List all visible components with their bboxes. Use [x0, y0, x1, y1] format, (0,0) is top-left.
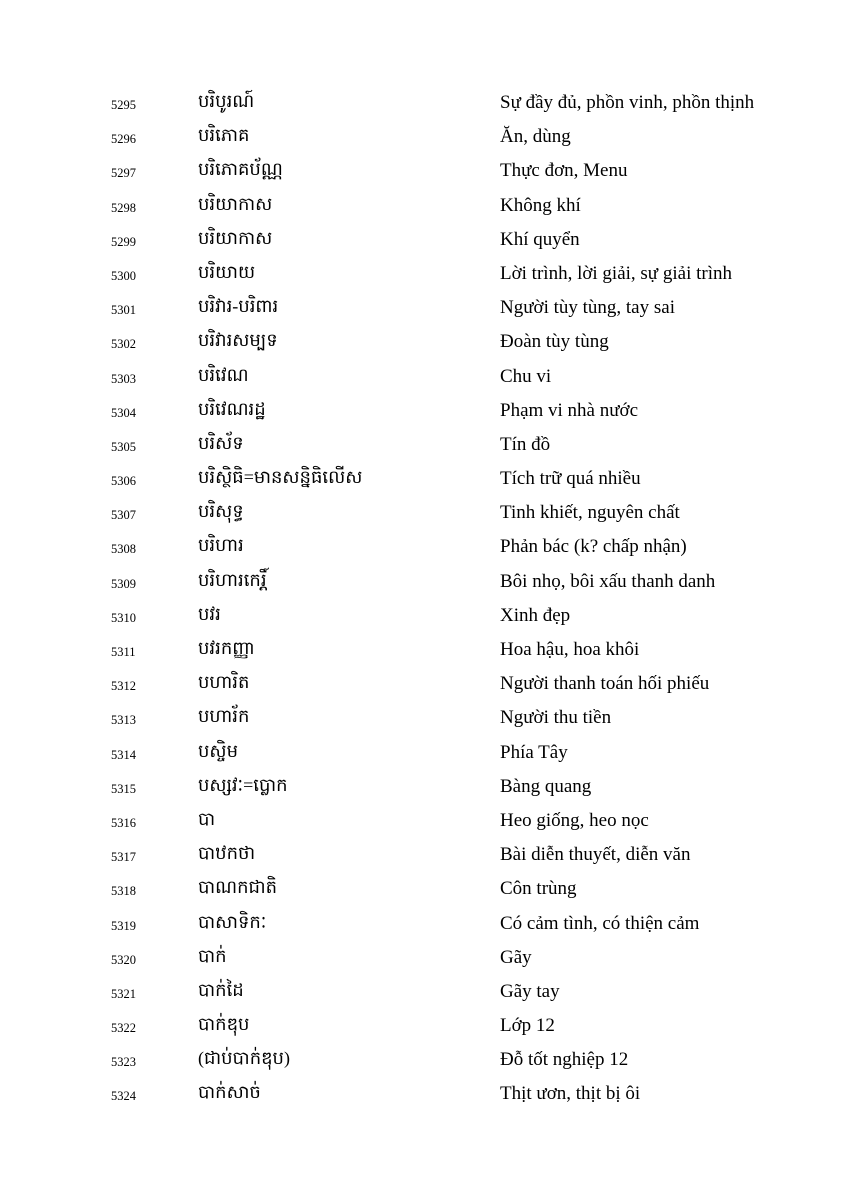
- vietnamese-translation: Phía Tây: [500, 741, 568, 763]
- entry-number: 5309: [111, 576, 136, 591]
- vietnamese-translation: Bôi nhọ, bôi xấu thanh danh: [500, 570, 716, 592]
- dictionary-entry: [0, 667, 848, 701]
- khmer-term: (ជាប់បាក់ឌុប): [198, 1048, 290, 1069]
- khmer-term: បរិវារ-បរិពារ: [198, 296, 279, 317]
- entry-number: 5307: [111, 508, 136, 523]
- dictionary-entry: [0, 120, 848, 154]
- entry-number: 5316: [111, 815, 136, 830]
- khmer-term: បរិសុទ្ធ: [198, 501, 244, 522]
- dictionary-entry: [0, 496, 848, 530]
- khmer-term: បាក់ឌុប: [198, 1014, 250, 1035]
- entry-number: 5323: [111, 1055, 136, 1070]
- entry-number: 5314: [111, 747, 136, 762]
- dictionary-entry: [0, 1043, 848, 1077]
- vietnamese-translation: Đoàn tùy tùng: [500, 331, 609, 353]
- vietnamese-translation: Người tùy tùng, tay sai: [500, 297, 675, 319]
- dictionary-entry: [0, 462, 848, 496]
- khmer-term: បរិភោគ: [198, 125, 250, 146]
- dictionary-entry: [0, 189, 848, 223]
- dictionary-entry: [0, 941, 848, 975]
- entry-number: 5317: [111, 850, 136, 865]
- entry-number: 5312: [111, 679, 136, 694]
- vietnamese-translation: Sự đầy đủ, phồn vinh, phồn thịnh: [500, 92, 755, 113]
- vietnamese-translation: Ăn, dùng: [500, 126, 571, 148]
- vietnamese-translation: Tín đồ: [500, 433, 551, 455]
- vietnamese-translation: Côn trùng: [500, 878, 577, 900]
- khmer-term: បស្ចិម: [198, 740, 238, 761]
- vietnamese-translation: Lớp 12: [500, 1015, 555, 1037]
- entry-number: 5315: [111, 781, 136, 796]
- vietnamese-translation: Tích trữ quá nhiều: [500, 468, 641, 490]
- entry-number: 5304: [111, 405, 136, 420]
- vietnamese-translation: Hoa hậu, hoa khôi: [500, 639, 640, 660]
- khmer-term: បស្សវៈ=ប្លោក: [198, 774, 288, 795]
- khmer-term: បវរកញ្ញា: [198, 638, 255, 658]
- vietnamese-translation: Xinh đẹp: [500, 604, 571, 626]
- entry-number: 5303: [111, 371, 136, 386]
- khmer-term: បរិស្ថិធិ=មានសន្និធិលើស: [198, 467, 363, 488]
- entry-number: 5318: [111, 884, 136, 899]
- entry-number: 5300: [111, 268, 136, 283]
- dictionary-entry: [0, 257, 848, 291]
- vietnamese-translation: Không khí: [500, 194, 581, 216]
- entry-number: 5306: [111, 474, 136, 489]
- dictionary-entry: [0, 599, 848, 633]
- entry-number: 5320: [111, 952, 136, 967]
- dictionary-entry: [0, 360, 848, 394]
- vietnamese-translation: Thực đơn, Menu: [500, 160, 628, 182]
- dictionary-entry: [0, 975, 848, 1009]
- vietnamese-translation: Heo giống, heo nọc: [500, 809, 649, 831]
- khmer-term: បរិវេណ: [198, 364, 249, 385]
- dictionary-entry: [0, 154, 848, 188]
- entry-number: 5313: [111, 713, 136, 728]
- khmer-term: បាក់សាច់: [198, 1082, 261, 1103]
- entry-list: [0, 86, 848, 1112]
- vietnamese-translation: Gãy tay: [500, 980, 560, 1002]
- vietnamese-translation: Người thu tiền: [500, 707, 612, 729]
- dictionary-entry: [0, 804, 848, 838]
- dictionary-entry: [0, 736, 848, 770]
- khmer-term: បា: [198, 808, 216, 829]
- khmer-term: បរិហារកេរ្តិ៍: [198, 569, 267, 590]
- khmer-term: បហារ័ក: [198, 706, 250, 727]
- khmer-term: បរិហារ: [198, 535, 244, 556]
- khmer-term: បរិបូរណ៍: [198, 91, 255, 111]
- entry-number: 5324: [111, 1089, 136, 1104]
- vietnamese-translation: Đỗ tốt nghiệp 12: [500, 1049, 629, 1071]
- vietnamese-translation: Tinh khiết, nguyên chất: [500, 502, 680, 524]
- vietnamese-translation: Bàng quang: [500, 775, 592, 797]
- vietnamese-translation: Phạm vi nhà nước: [500, 399, 639, 421]
- entry-number: 5321: [111, 986, 136, 1001]
- khmer-term: បាណកជាតិ: [198, 877, 278, 898]
- vietnamese-translation: Lời trình, lời giải, sự giải trình: [500, 262, 732, 284]
- khmer-term: បរិយាកាស: [198, 227, 273, 248]
- vietnamese-translation: Người thanh toán hối phiếu: [500, 673, 710, 695]
- entry-number: 5296: [111, 132, 136, 147]
- dictionary-entry: [0, 838, 848, 872]
- entry-number: 5295: [111, 98, 136, 112]
- entry-number: 5299: [111, 234, 136, 249]
- dictionary-entry: [0, 565, 848, 599]
- khmer-term: បាក់: [198, 945, 227, 966]
- entry-number: 5310: [111, 610, 136, 625]
- entry-number: 5308: [111, 542, 136, 557]
- khmer-term: បរិវេណរដ្ឋ: [198, 398, 266, 419]
- dictionary-entry: [0, 701, 848, 735]
- khmer-term: បរិភោគប័ណ្ណ: [198, 159, 283, 180]
- entry-number: 5297: [111, 166, 136, 181]
- khmer-term: បរិយាយ: [198, 261, 256, 282]
- entry-number: 5311: [111, 645, 136, 659]
- entry-number: 5319: [111, 918, 136, 933]
- khmer-term: បរិស័ទ: [198, 432, 244, 453]
- dictionary-entry: [0, 291, 848, 325]
- dictionary-entry: [0, 86, 848, 120]
- khmer-term: បហារិត: [198, 672, 250, 693]
- dictionary-entry: [0, 428, 848, 462]
- khmer-term: បាសាទិកៈ: [198, 911, 267, 932]
- vietnamese-translation: Chu vi: [500, 365, 552, 387]
- vietnamese-translation: Thịt ươn, thịt bị ôi: [500, 1083, 641, 1105]
- entry-number: 5305: [111, 439, 136, 454]
- dictionary-entry: [0, 907, 848, 941]
- khmer-term: បាឋកថា: [198, 843, 256, 864]
- dictionary-entry: [0, 223, 848, 257]
- dictionary-entry: [0, 530, 848, 564]
- vietnamese-translation: Khí quyển: [500, 228, 580, 250]
- dictionary-entry: [0, 1077, 848, 1111]
- entry-number: 5298: [111, 200, 136, 215]
- vietnamese-translation: Bài diễn thuyết, diễn văn: [500, 844, 691, 866]
- khmer-term: បវរ: [198, 603, 221, 624]
- dictionary-entry: [0, 325, 848, 359]
- dictionary-entry: [0, 872, 848, 906]
- vietnamese-translation: Phản bác (k? chấp nhận): [500, 536, 687, 558]
- dictionary-entry: [0, 633, 848, 667]
- vietnamese-translation: Có cảm tình, có thiện cảm: [500, 912, 700, 934]
- khmer-term: បាក់ដៃ: [198, 979, 244, 1000]
- entry-number: 5301: [111, 303, 136, 318]
- entry-number: 5322: [111, 1021, 136, 1036]
- vietnamese-translation: Gãy: [500, 946, 532, 968]
- dictionary-entry: [0, 394, 848, 428]
- dictionary-entry: [0, 1009, 848, 1043]
- dictionary-entry: [0, 770, 848, 804]
- khmer-term: បរិវារសម្បទ: [198, 330, 278, 351]
- khmer-term: បរិយាកាស: [198, 193, 273, 214]
- entry-number: 5302: [111, 337, 136, 352]
